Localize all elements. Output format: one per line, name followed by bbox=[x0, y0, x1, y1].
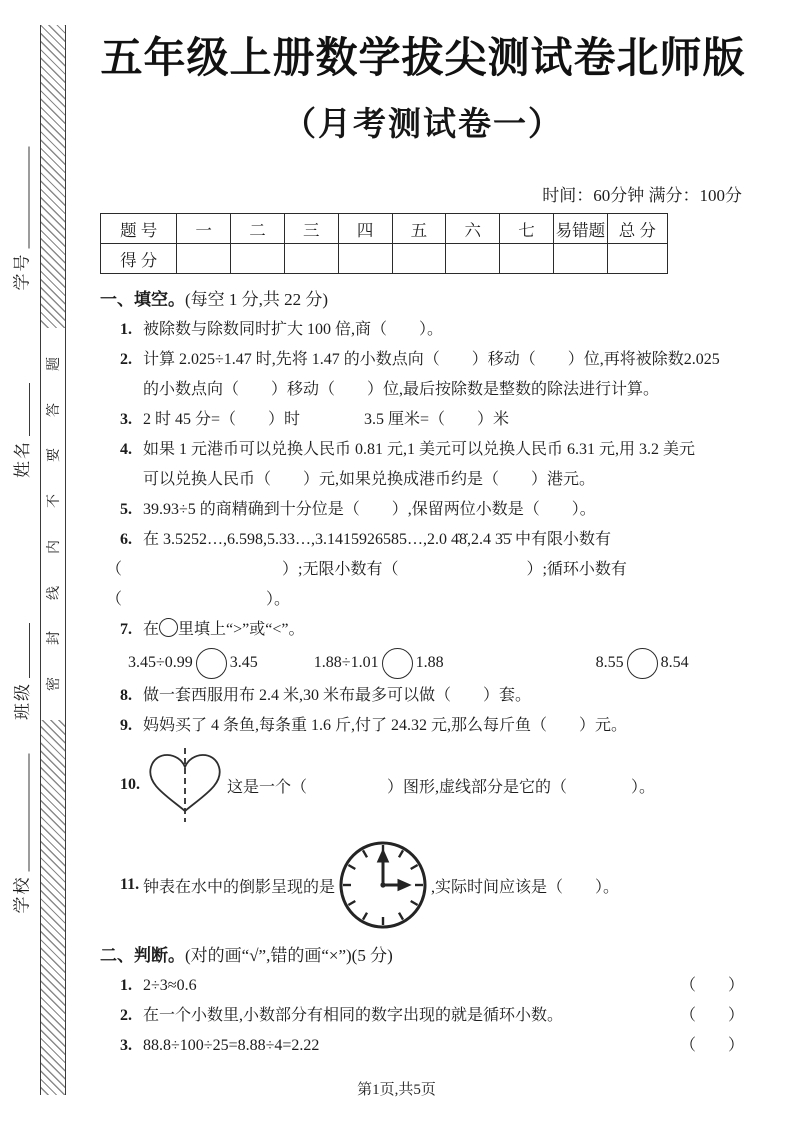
score-empty-cell bbox=[231, 244, 285, 274]
answer-paren: （ ） bbox=[679, 1007, 744, 1024]
judge-question-1 bbox=[100, 971, 746, 1001]
question-text: 妈妈买了 4 条鱼,每条重 1.6 斤,付了 24.32 元,那么每斤鱼（ ）元。 bbox=[143, 717, 628, 734]
question-text: 做一套西服用布 2.4 米,30 米布最多可以做（ ）套。 bbox=[143, 687, 532, 704]
question-number: 5. bbox=[120, 501, 132, 518]
seal-hatch-top bbox=[41, 25, 65, 328]
score-header-cell: 五 bbox=[392, 214, 446, 244]
compare-circle-icon bbox=[382, 648, 413, 679]
score-header-cell: 七 bbox=[500, 214, 554, 244]
judge-question-2 bbox=[100, 1001, 746, 1031]
heart-symmetry-figure bbox=[143, 747, 227, 823]
fill-question-7-comparisons bbox=[100, 645, 746, 681]
student-name-field bbox=[8, 383, 33, 478]
score-header-cell: 题 号 bbox=[101, 214, 177, 244]
fill-question-9 bbox=[100, 711, 746, 741]
comparison-right: 3.45 bbox=[229, 654, 258, 671]
score-empty-cell bbox=[392, 244, 446, 274]
seal-hatch-bottom bbox=[41, 720, 65, 1095]
score-header-cell: 四 bbox=[338, 214, 392, 244]
question-number: 1. bbox=[120, 977, 132, 994]
fill-question-3 bbox=[100, 405, 746, 435]
comparison-left: 1.88÷1.01 bbox=[313, 654, 379, 671]
score-empty-cell bbox=[284, 244, 338, 274]
school-label: 学校 bbox=[12, 875, 32, 914]
section1-heading bbox=[100, 285, 746, 315]
question-number: 9. bbox=[120, 717, 132, 734]
seal-char: 密 bbox=[47, 677, 62, 692]
fill-question-11 bbox=[100, 837, 746, 933]
section2-heading-rest: (对的画“√”,错的画“×”)(5 分) bbox=[185, 946, 393, 965]
score-table-header-row bbox=[101, 214, 746, 244]
fill-question-7 bbox=[100, 615, 746, 645]
compare-circle-icon bbox=[159, 618, 178, 637]
question-text: 被除数与除数同时扩大 100 倍,商（ ）。 bbox=[143, 321, 444, 338]
paper-title: 五年级上册数学拔尖测试卷北师版 bbox=[100, 36, 746, 82]
question-text: 这是一个（ ）图形,虚线部分是它的（ ）。 bbox=[227, 778, 656, 796]
score-empty-cell bbox=[446, 244, 500, 274]
question-text: 在 bbox=[143, 621, 160, 638]
answer-paren: （ ） bbox=[679, 977, 744, 994]
seal-char: 题 bbox=[47, 356, 62, 371]
comparison-left: 3.45÷0.99 bbox=[128, 654, 193, 671]
question-number: 2. bbox=[120, 1007, 132, 1024]
seal-char: 答 bbox=[47, 402, 62, 417]
paper-subtitle: （月考测试卷一） bbox=[283, 107, 563, 143]
comparison-item bbox=[596, 648, 689, 679]
score-header-cell: 二 bbox=[231, 214, 285, 244]
class-blank-line bbox=[29, 623, 30, 678]
school-field bbox=[8, 754, 33, 914]
question-number: 3. bbox=[120, 1037, 132, 1054]
question-text-line: 在 3.5252…,6.598,5.33…,3.1415926585…,2.0 4̇8̇,2.4 3̇5̇ 中有限小数有 bbox=[143, 531, 612, 548]
question-number: 1. bbox=[120, 321, 132, 338]
student-number-field bbox=[8, 147, 33, 291]
student-name-label: 姓名 bbox=[13, 440, 32, 478]
score-header-cell: 易错题 bbox=[553, 214, 607, 244]
score-empty-cell bbox=[177, 244, 231, 274]
score-table-score-row bbox=[101, 244, 746, 274]
clock-face-figure bbox=[337, 839, 429, 931]
fill-question-6 bbox=[100, 525, 746, 555]
fill-question-1 bbox=[100, 315, 746, 345]
score-header-cell: 六 bbox=[446, 214, 500, 244]
fill-question-6-line3: （ ）。 bbox=[106, 591, 291, 608]
question-text-line: 的小数点向（ ）移动（ ）位,最后按除数是整数的除法进行计算。 bbox=[143, 381, 660, 398]
question-text: 2 时 45 分=（ ）时 3.5 厘米=（ ）米 bbox=[143, 411, 510, 428]
seal-char: 要 bbox=[47, 448, 62, 463]
question-text: 39.93÷5 的商精确到十分位是（ ）,保留两位小数是（ ）。 bbox=[143, 501, 596, 518]
question-number: 8. bbox=[120, 687, 132, 704]
comparison-right: 1.88 bbox=[415, 654, 444, 671]
section1-heading-bold: 一、填空。 bbox=[100, 290, 185, 309]
question-number: 2. bbox=[120, 351, 132, 368]
fill-question-5 bbox=[100, 495, 746, 525]
fill-question-10 bbox=[100, 747, 746, 823]
compare-circle-icon bbox=[627, 648, 658, 679]
question-text: 2÷3≈0.6 bbox=[143, 977, 197, 994]
question-number: 10. bbox=[120, 776, 140, 793]
class-label: 班级 bbox=[13, 682, 32, 720]
fill-question-8 bbox=[100, 681, 746, 711]
score-empty-cell bbox=[338, 244, 392, 274]
student-number-label: 学号 bbox=[12, 252, 32, 291]
comparison-item bbox=[128, 648, 258, 679]
question-number: 6. bbox=[120, 531, 132, 548]
student-number-blank-line bbox=[29, 147, 30, 249]
score-row-label: 得 分 bbox=[101, 244, 177, 274]
section1-heading-rest: (每空 1 分,共 22 分) bbox=[185, 290, 329, 309]
exam-paper bbox=[100, 0, 746, 1061]
seal-char: 线 bbox=[47, 585, 62, 600]
score-table bbox=[100, 213, 746, 274]
question-number: 7. bbox=[120, 621, 132, 638]
compare-circle-icon bbox=[196, 648, 227, 679]
question-text: 88.8÷100÷25=8.88÷4=2.22 bbox=[143, 1037, 320, 1054]
question-text: ,实际时间应该是（ ）。 bbox=[431, 878, 620, 896]
answer-paren: （ ） bbox=[679, 1037, 744, 1054]
question-text-line: 计算 2.025÷1.47 时,先将 1.47 的小数点向（ ）移动（ ）位,再将被除数2.025 bbox=[143, 351, 720, 368]
score-empty-cell bbox=[607, 244, 667, 274]
comparison-item bbox=[314, 648, 444, 679]
seal-char: 不 bbox=[47, 494, 62, 509]
seal-char: 内 bbox=[47, 539, 62, 554]
question-number: 11. bbox=[120, 876, 140, 893]
score-header-cell: 三 bbox=[284, 214, 338, 244]
score-header-cell: 一 bbox=[177, 214, 231, 244]
fill-question-2 bbox=[100, 345, 746, 405]
seal-line-text bbox=[41, 328, 65, 720]
question-number: 3. bbox=[120, 411, 132, 428]
comparison-left: 8.55 bbox=[595, 654, 624, 671]
judge-question-3 bbox=[100, 1031, 746, 1061]
seal-char: 封 bbox=[47, 631, 62, 646]
time-score-info: 时间：60分钟 满分：100分 bbox=[542, 186, 742, 205]
score-header-cell: 总 分 bbox=[607, 214, 667, 244]
sidebar-student-info bbox=[0, 0, 40, 1122]
fill-question-6-line2: （ ）;无限小数有（ ）;循环小数有 bbox=[106, 561, 627, 578]
clock-hands bbox=[379, 852, 408, 889]
question-text-line: 可以兑换人民币（ ）元,如果兑换成港币约是（ ）港元。 bbox=[143, 471, 596, 488]
score-empty-cell bbox=[553, 244, 607, 274]
fill-question-4 bbox=[100, 435, 746, 495]
page-number: 第1页,共5页 bbox=[357, 1082, 436, 1098]
comparison-right: 8.54 bbox=[660, 654, 689, 671]
student-name-blank-line bbox=[29, 383, 30, 436]
section2-heading bbox=[100, 941, 746, 971]
score-empty-cell bbox=[500, 244, 554, 274]
class-field bbox=[8, 623, 33, 720]
question-number: 4. bbox=[120, 441, 132, 458]
question-text: 钟表在水中的倒影呈现的是 bbox=[143, 878, 336, 896]
question-text-line: 如果 1 元港币可以兑换人民币 0.81 元,1 美元可以兑换人民币 6.31 元,用 3.2 美元 bbox=[143, 441, 696, 458]
question-text: 里填上“>”或“<”。 bbox=[178, 621, 305, 638]
school-blank-line bbox=[29, 754, 30, 872]
seal-line-band bbox=[40, 25, 66, 1095]
question-text: 在一个小数里,小数部分有相同的数字出现的就是循环小数。 bbox=[143, 1007, 564, 1024]
section2-heading-bold: 二、判断。 bbox=[100, 946, 185, 965]
